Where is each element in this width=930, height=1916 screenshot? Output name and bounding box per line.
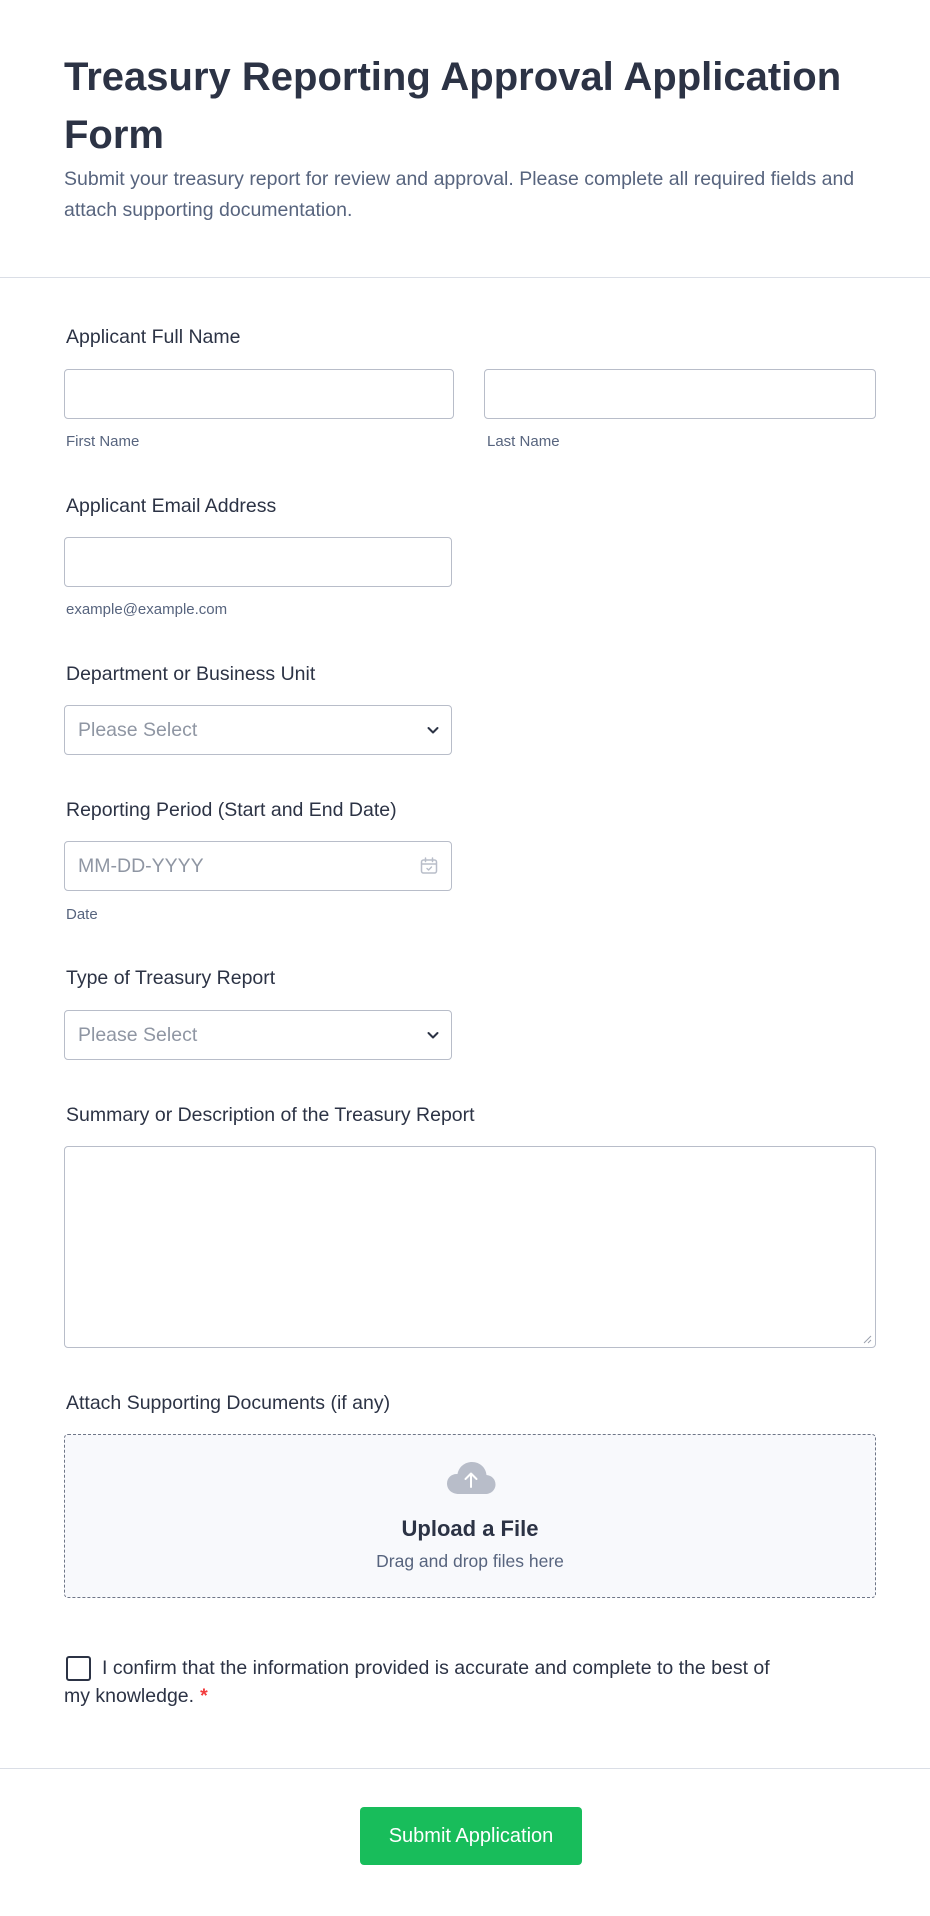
first-name-sublabel: First Name — [66, 433, 140, 450]
confirmation-text: I confirm that the information provided is accurate and complete to the best of my knowledge. — [64, 1657, 770, 1707]
last-name-input[interactable] — [484, 369, 876, 419]
summary-textarea[interactable] — [64, 1146, 876, 1348]
report-type-select[interactable] — [64, 1010, 452, 1060]
form-header — [0, 0, 930, 278]
page-subtitle: Submit your treasury report for review and approval. Please complete all required fields and attach supporting documentation. — [64, 168, 855, 221]
submit-button[interactable]: Submit Application — [360, 1807, 582, 1865]
reporting-period-date-input[interactable] — [64, 841, 452, 891]
file-upload-dropzone[interactable] — [64, 1434, 876, 1598]
email-input[interactable] — [64, 537, 452, 587]
form-footer — [0, 1768, 930, 1916]
upload-cloud-icon — [446, 1459, 496, 1497]
attachments-label: Attach Supporting Documents (if any) — [66, 1392, 391, 1414]
full-name-label: Applicant Full Name — [66, 326, 241, 348]
upload-title: Upload a File — [401, 1516, 539, 1541]
resize-grip-icon[interactable] — [862, 1334, 872, 1344]
summary-label: Summary or Description of the Treasury Report — [66, 1104, 475, 1126]
department-select[interactable] — [64, 705, 452, 755]
required-marker: * — [200, 1685, 208, 1707]
first-name-input[interactable] — [64, 369, 454, 419]
page-title: Treasury Reporting Approval Application Form — [64, 55, 842, 157]
department-label: Department or Business Unit — [66, 663, 316, 685]
chevron-down-icon — [425, 1027, 441, 1043]
chevron-down-icon — [425, 722, 441, 738]
date-sublabel: Date — [66, 906, 98, 923]
email-label: Applicant Email Address — [66, 495, 277, 517]
confirmation-label — [64, 1654, 784, 1710]
email-sublabel: example@example.com — [66, 601, 228, 618]
reporting-period-label: Reporting Period (Start and End Date) — [66, 799, 397, 821]
upload-subtitle: Drag and drop files here — [376, 1551, 564, 1571]
report-type-selected-value: Please Select — [78, 1024, 198, 1046]
calendar-icon[interactable] — [419, 856, 439, 876]
department-selected-value: Please Select — [78, 719, 198, 741]
date-placeholder: MM-DD-YYYY — [78, 855, 204, 877]
last-name-sublabel: Last Name — [487, 433, 560, 450]
report-type-label: Type of Treasury Report — [66, 967, 276, 989]
